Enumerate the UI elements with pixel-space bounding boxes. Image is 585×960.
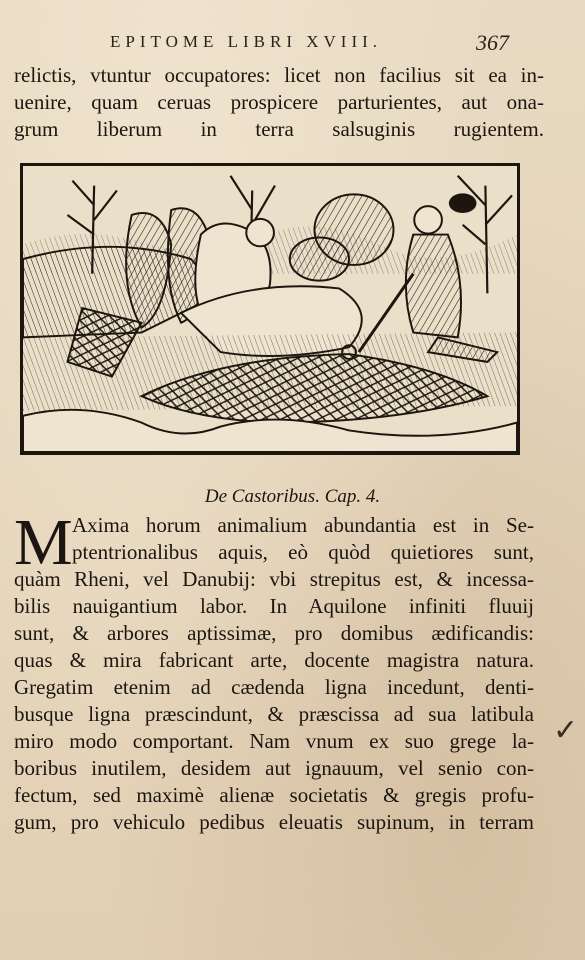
- text-line: bilis nauigantium labor. In Aquilone infiniti fluuij: [14, 594, 534, 618]
- woodcut-illustration: [20, 163, 520, 455]
- text-line: busque ligna præscindunt, & præscissa ad sua latibula: [14, 702, 534, 726]
- text-line: fectum, sed maximè alienæ societatis & gregis profu-: [14, 783, 534, 807]
- body-paragraph-start: [72, 512, 534, 566]
- text-line: relictis, vtuntur occupatores: licet non facilius sit ea in-: [14, 63, 544, 87]
- woodcut-image: [23, 166, 517, 452]
- chapter-heading: De Castoribus. Cap. 4.: [204, 486, 381, 507]
- top-paragraph: [14, 62, 544, 143]
- body-paragraph: [14, 566, 534, 836]
- text-line: sunt, & arbores aptissimæ, pro domibus ædificandis:: [14, 621, 534, 645]
- text-line: ptentrionalibus aquis, eò quòd quietiores sunt,: [72, 540, 534, 564]
- text-line: quàm Rheni, vel Danubij: vbi strepitus est, & incessa-: [14, 567, 534, 591]
- running-head: EPITOME LIBRI XVIII.: [110, 32, 383, 51]
- text-line: Gregatim etenim ad cædenda ligna incedunt, denti-: [14, 675, 534, 699]
- handwritten-checkmark: ✓: [553, 713, 579, 748]
- text-line: Axima horum animalium abundantia est in Se-: [72, 513, 534, 537]
- text-line: boribus inutilem, desidem aut ignauum, vel senio con-: [14, 756, 534, 780]
- text-line: uenire, quam ceruas prospicere parturientes, aut ona-: [14, 90, 544, 114]
- drop-cap-initial: M: [14, 506, 73, 579]
- text-line: gum, pro vehiculo pedibus eleuatis supinum, in terram: [14, 810, 534, 834]
- page-number: 367: [476, 30, 509, 55]
- text-line: quas & mira fabricant arte, docente magistra natura.: [14, 648, 534, 672]
- text-line: grum liberum in terra salsuginis rugientem.: [14, 117, 544, 141]
- text-line: miro modo comportant. Nam vnum ex suo grege la-: [14, 729, 534, 753]
